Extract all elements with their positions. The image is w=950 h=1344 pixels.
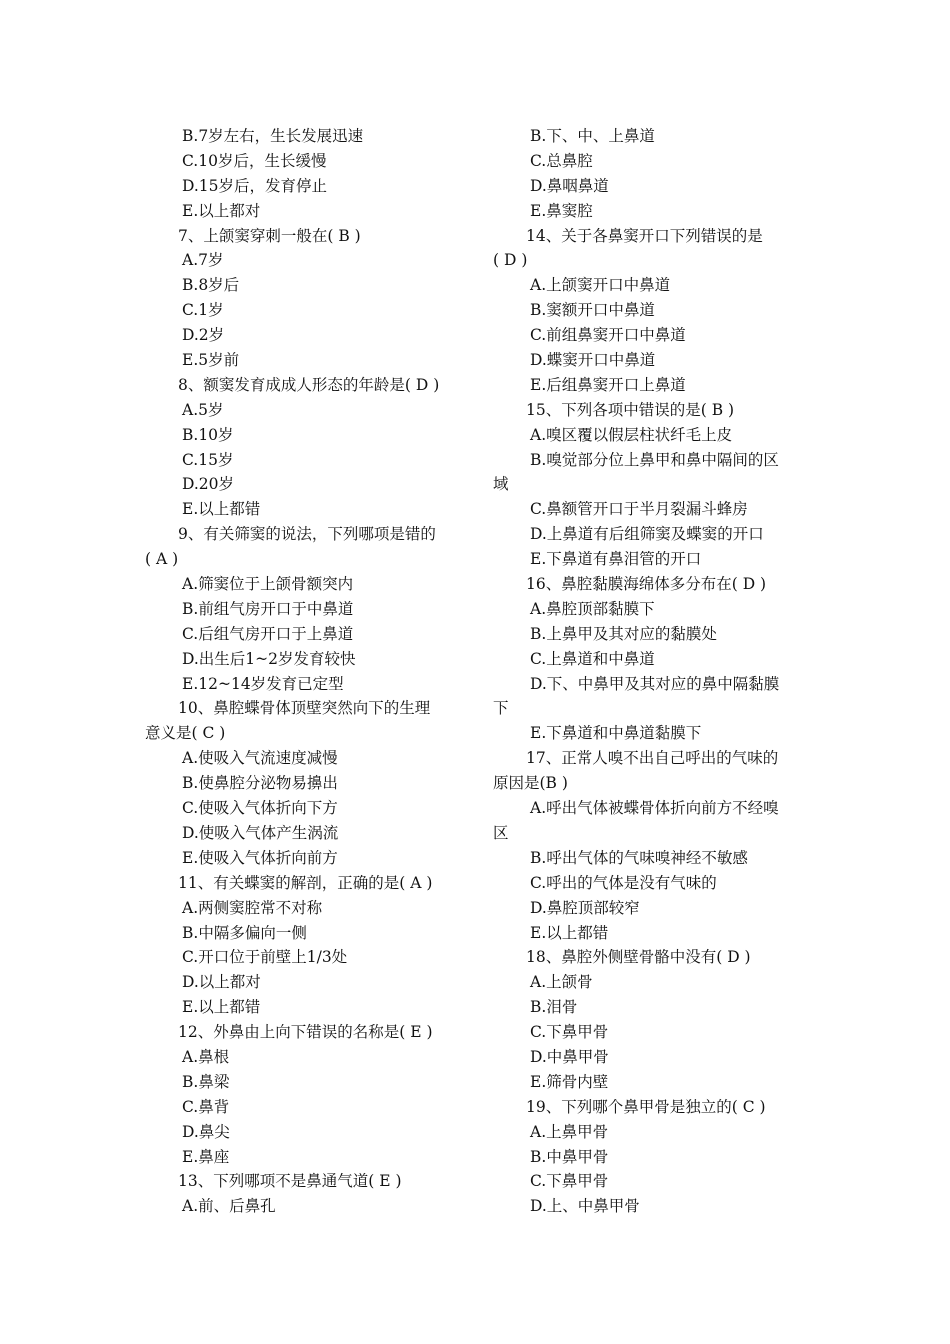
option-line: A.鼻腔顶部黏膜下	[530, 599, 655, 618]
option-line: D.鼻腔顶部较窄	[530, 898, 640, 917]
option-line: B.8岁后	[182, 276, 240, 295]
option-line: C.呼出的气体是没有气味的	[530, 873, 717, 892]
option-line: E.12~14岁发育已定型	[182, 674, 344, 693]
option-line: E.后组鼻窦开口上鼻道	[530, 375, 686, 394]
option-line: E.5岁前	[182, 351, 240, 370]
option-line: B.鼻梁	[182, 1072, 230, 1091]
option-line: E.鼻窦腔	[530, 201, 593, 220]
option-line: E.使吸入气体折向前方	[182, 848, 338, 867]
option-line: A.呼出气体被蝶骨体折向前方不经嗅	[530, 799, 779, 818]
question-line: 14、关于各鼻窦开口下列错误的是	[526, 226, 763, 245]
option-line: E.下鼻道有鼻泪管的开口	[530, 550, 702, 569]
continuation-line: 意义是( C )	[145, 724, 226, 743]
option-line: D.20岁	[182, 475, 235, 494]
option-line: A.使吸入气流速度减慢	[182, 749, 338, 768]
option-line: C.1岁	[182, 301, 224, 320]
option-line: A.鼻根	[182, 1047, 230, 1066]
option-line: B.中隔多偏向一侧	[182, 923, 307, 942]
question-line: 15、下列各项中错误的是( B )	[526, 400, 735, 419]
question-line: 12、外鼻由上向下错误的名称是( E )	[178, 1023, 433, 1042]
continuation-line: 域	[493, 475, 509, 494]
continuation-line: ( D )	[493, 251, 528, 270]
continuation-line: 区	[493, 823, 509, 842]
option-line: D.鼻尖	[182, 1122, 230, 1141]
option-line: D.上鼻道有后组筛窦及蝶窦的开口	[530, 525, 764, 544]
question-line: 19、下列哪个鼻甲骨是独立的( C )	[526, 1097, 766, 1116]
question-line: 18、鼻腔外侧壁骨骼中没有( D )	[526, 948, 751, 967]
question-line: 16、鼻腔黏膜海绵体多分布在( D )	[526, 575, 767, 594]
option-line: C.后组气房开口于上鼻道	[182, 624, 354, 643]
option-line: A.上颌骨	[530, 973, 593, 992]
option-line: C.开口位于前壁上1/3处	[182, 948, 348, 967]
option-line: B.上鼻甲及其对应的黏膜处	[530, 624, 717, 643]
right-column	[493, 124, 809, 1219]
option-line: B.窦额开口中鼻道	[530, 301, 655, 320]
option-line: B.前组气房开口于中鼻道	[182, 599, 354, 618]
option-line: A.7岁	[182, 251, 224, 270]
question-line: 11、有关蝶窦的解剖，正确的是( A )	[178, 873, 433, 892]
option-line: E.以上都错	[182, 500, 261, 519]
option-line: D.2岁	[182, 326, 225, 345]
question-line: 13、下列哪项不是鼻通气道( E )	[178, 1172, 402, 1191]
option-line: D.上、中鼻甲骨	[530, 1197, 640, 1216]
option-line: B.10岁	[182, 425, 234, 444]
option-line: E.筛骨内壁	[530, 1072, 609, 1091]
option-line: B.中鼻甲骨	[530, 1147, 609, 1166]
continuation-line: 下	[493, 699, 509, 718]
question-line: 9、有关筛窦的说法，下列哪项是错的	[178, 525, 436, 544]
option-line: E.下鼻道和中鼻道黏膜下	[530, 724, 702, 743]
option-line: C.10岁后，生长缓慢	[182, 151, 327, 170]
option-line: A.上颌窦开口中鼻道	[530, 276, 671, 295]
option-line: E.以上都对	[182, 201, 261, 220]
option-line: B.7岁左右，生长发展迅速	[182, 127, 364, 145]
option-line: A.5岁	[182, 400, 224, 419]
option-line: A.前、后鼻孔	[182, 1197, 276, 1216]
option-line: C.使吸入气体折向下方	[182, 799, 338, 818]
option-line: D.鼻咽鼻道	[530, 176, 609, 195]
option-line: B.泪骨	[530, 998, 578, 1017]
continuation-line: 原因是(B )	[493, 774, 568, 793]
question-line: 8、额窦发育成成人形态的年龄是( D )	[178, 375, 440, 394]
option-line: D.下、中鼻甲及其对应的鼻中隔黏膜	[530, 674, 780, 693]
option-line: C.鼻额管开口于半月裂漏斗蜂房	[530, 500, 748, 519]
question-line: 7、上颌窦穿刺一般在( B )	[178, 226, 361, 245]
option-line: B.使鼻腔分泌物易擤出	[182, 774, 338, 793]
option-line: A.上鼻甲骨	[530, 1122, 609, 1141]
option-line: D.蝶窦开口中鼻道	[530, 351, 656, 370]
option-line: C.总鼻腔	[530, 151, 593, 170]
left-column	[145, 124, 461, 1219]
option-line: B.下、中、上鼻道	[530, 127, 655, 145]
option-line: C.下鼻甲骨	[530, 1172, 609, 1191]
option-line: D.以上都对	[182, 973, 261, 992]
option-line: E.以上都错	[530, 923, 609, 942]
option-line: D.中鼻甲骨	[530, 1047, 609, 1066]
option-line: C.下鼻甲骨	[530, 1023, 609, 1042]
option-line: D.使吸入气体产生涡流	[182, 823, 339, 842]
option-line: D.15岁后，发育停止	[182, 176, 328, 195]
option-line: A.两侧窦腔常不对称	[182, 898, 323, 917]
option-line: B.呼出气体的气味嗅神经不敏感	[530, 848, 748, 867]
option-line: C.前组鼻窦开口中鼻道	[530, 326, 686, 345]
option-line: E.鼻座	[182, 1147, 230, 1166]
option-line: C.上鼻道和中鼻道	[530, 649, 655, 668]
continuation-line: ( A )	[145, 550, 179, 569]
option-line: C.15岁	[182, 450, 234, 469]
option-line: A.嗅区覆以假层柱状纤毛上皮	[530, 425, 733, 444]
option-line: B.嗅觉部分位上鼻甲和鼻中隔间的区	[530, 450, 779, 469]
question-line: 17、正常人嗅不出自己呼出的气味的	[526, 749, 779, 768]
option-line: D.出生后1~2岁发育较快	[182, 649, 356, 668]
option-line: C.鼻背	[182, 1097, 230, 1116]
question-line: 10、鼻腔蝶骨体顶壁突然向下的生理	[178, 699, 431, 718]
option-line: E.以上都错	[182, 998, 261, 1017]
option-line: A.筛窦位于上颌骨额突内	[182, 575, 354, 594]
